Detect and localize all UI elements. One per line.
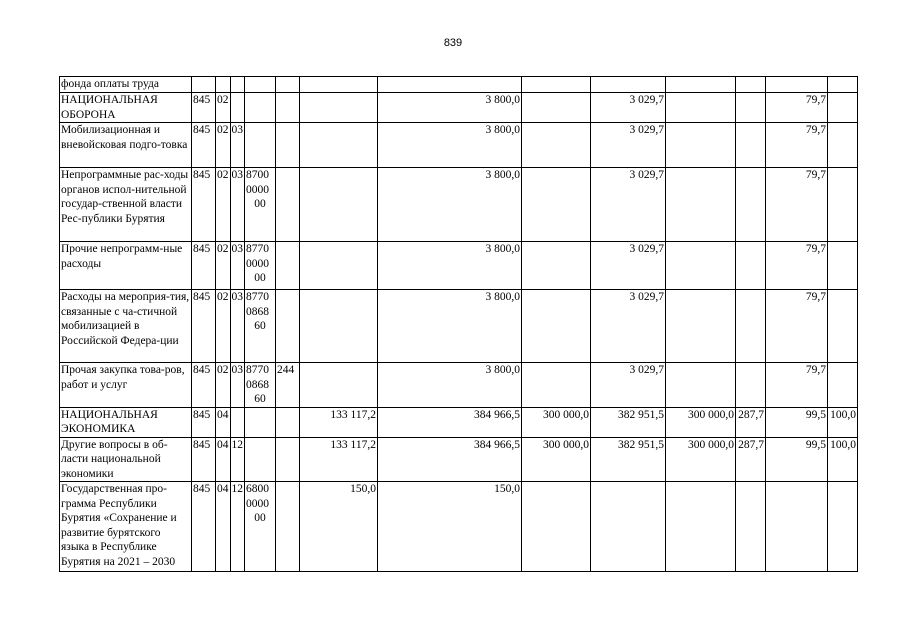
budget-table [59,76,858,572]
ved-code-cell: 845 [192,93,216,123]
value-cell: 300 000,0 [522,437,591,482]
value-cell: 382 951,5 [591,407,666,437]
target-article-part: 8770 [246,364,269,376]
value-cell: 3 800,0 [378,168,522,242]
target-article-cell [245,77,276,93]
value-cell [591,482,666,572]
target-article-part: 00 [254,512,266,524]
value-cell: 3 800,0 [378,93,522,123]
row-name-cell: НАЦИОНАЛЬНАЯ ЭКОНОМИКА [60,407,192,437]
value-cell: 133 117,2 [300,437,378,482]
subsection-code-cell: 12 [230,437,245,482]
ved-code-cell: 845 [192,482,216,572]
percent-cell: 79,7 [766,93,828,123]
subsection-code-cell [230,93,245,123]
expense-type-cell [276,290,300,363]
value-cell [736,482,766,572]
value-cell [378,77,522,93]
percent-cell: 79,7 [766,290,828,363]
percent-cell [766,77,828,93]
table-row [60,242,858,290]
value-cell: 384 966,5 [378,437,522,482]
target-article-part: 0868 [246,378,269,391]
percent-cell [828,290,858,363]
value-cell [522,242,591,290]
value-cell: 300 000,0 [522,407,591,437]
target-article-cell [245,93,276,123]
expense-type-cell [276,407,300,437]
target-article-part: 8700 [246,169,269,181]
subsection-code-cell [230,77,245,93]
target-article-cell [245,123,276,168]
value-cell [736,242,766,290]
row-name-cell: Государственная про-грамма Республики Бурятия «Сохранение и развитие бурятского языка в Республике Бурятия на 2021 – 2030 [60,482,192,572]
table-row [60,407,858,437]
target-article-part: 0000 [246,183,269,196]
value-cell [300,123,378,168]
value-cell [522,168,591,242]
value-cell [736,363,766,408]
expense-type-cell [276,77,300,93]
percent-cell [828,123,858,168]
target-article-cell [245,407,276,437]
value-cell: 3 029,7 [591,242,666,290]
percent-cell: 99,5 [766,437,828,482]
value-cell: 150,0 [300,482,378,572]
ved-code-cell: 845 [192,290,216,363]
ved-code-cell: 845 [192,168,216,242]
table-row [60,363,858,408]
page-number: 839 [443,37,463,49]
percent-cell: 100,0 [828,437,858,482]
value-cell: 3 029,7 [591,168,666,242]
section-code-cell: 02 [216,242,231,290]
value-cell [300,77,378,93]
value-cell: 300 000,0 [666,407,736,437]
ved-code-cell [192,77,216,93]
value-cell: 3 029,7 [591,363,666,408]
subsection-code-cell: 12 [230,482,245,572]
target-article-cell [245,290,276,363]
value-cell [300,242,378,290]
section-code-cell: 04 [216,482,231,572]
value-cell [736,168,766,242]
section-code-cell: 02 [216,290,231,363]
value-cell: 382 951,5 [591,437,666,482]
expense-type-cell: 244 [276,363,300,408]
expense-type-cell [276,437,300,482]
percent-cell: 100,0 [828,407,858,437]
value-cell: 3 029,7 [591,93,666,123]
value-cell: 3 800,0 [378,242,522,290]
percent-cell: 79,7 [766,242,828,290]
value-cell: 3 800,0 [378,290,522,363]
value-cell: 150,0 [378,482,522,572]
subsection-code-cell: 03 [230,363,245,408]
section-code-cell: 04 [216,407,231,437]
subsection-code-cell: 03 [230,168,245,242]
target-article-cell [245,168,276,242]
value-cell [522,93,591,123]
target-article-part: 60 [254,320,266,332]
value-cell: 133 117,2 [300,407,378,437]
value-cell [666,242,736,290]
table-row [60,123,858,168]
row-name-cell: НАЦИОНАЛЬНАЯ ОБОРОНА [60,93,192,123]
value-cell [666,363,736,408]
row-name-cell: Мобилизационная и вневойсковая подго-товка [60,123,192,168]
value-cell [300,168,378,242]
target-article-cell [245,482,276,572]
percent-cell [766,482,828,572]
value-cell [666,168,736,242]
percent-cell [828,242,858,290]
value-cell: 3 029,7 [591,290,666,363]
percent-cell: 79,7 [766,168,828,242]
target-article-part: 6800 [246,483,269,495]
target-article-part: 8770 [246,243,269,255]
target-article-cell [245,437,276,482]
value-cell [736,290,766,363]
section-code-cell: 02 [216,168,231,242]
row-name-cell: Другие вопросы в об-ласти национальной экономики [60,437,192,482]
section-code-cell: 02 [216,93,231,123]
value-cell [666,123,736,168]
subsection-code-cell: 03 [230,123,245,168]
percent-cell [828,482,858,572]
expense-type-cell [276,123,300,168]
target-article-part: 60 [254,393,266,405]
percent-cell: 99,5 [766,407,828,437]
percent-cell [828,168,858,242]
subsection-code-cell: 03 [230,242,245,290]
value-cell [666,93,736,123]
table-row [60,482,858,572]
value-cell [300,290,378,363]
value-cell [300,363,378,408]
target-article-part: 0868 [246,305,269,318]
table-row [60,77,858,93]
row-name-cell: Расходы на мероприя-тия, связанные с ча-стичной мобилизацией в Российской Федера-ции [60,290,192,363]
target-article-part: 0000 [246,497,269,510]
target-article-part: 0000 [246,257,269,270]
target-article-part: 00 [254,198,266,210]
value-cell: 287,7 [736,407,766,437]
value-cell: 384 966,5 [378,407,522,437]
table-row [60,437,858,482]
value-cell [666,290,736,363]
ved-code-cell: 845 [192,437,216,482]
value-cell: 300 000,0 [666,437,736,482]
section-code-cell: 02 [216,123,231,168]
expense-type-cell [276,482,300,572]
percent-cell: 79,7 [766,363,828,408]
value-cell: 3 800,0 [378,123,522,168]
value-cell [522,363,591,408]
value-cell [591,77,666,93]
subsection-code-cell [230,407,245,437]
table-row [60,290,858,363]
value-cell [736,123,766,168]
subsection-code-cell: 03 [230,290,245,363]
section-code-cell [216,77,231,93]
target-article-part: 8770 [246,291,269,303]
percent-cell [828,93,858,123]
value-cell [736,93,766,123]
value-cell [522,123,591,168]
row-name-cell: Прочие непрограмм-ные расходы [60,242,192,290]
value-cell: 287,7 [736,437,766,482]
expense-type-cell [276,168,300,242]
value-cell [666,482,736,572]
value-cell [666,77,736,93]
target-article-cell [245,363,276,408]
section-code-cell: 04 [216,437,231,482]
percent-cell [828,363,858,408]
table-row [60,93,858,123]
table-row [60,168,858,242]
row-name-cell: Непрограммные рас-ходы органов испол-нительной государ-ственной власти Рес-публики Бурятия [60,168,192,242]
section-code-cell: 02 [216,363,231,408]
ved-code-cell: 845 [192,407,216,437]
ved-code-cell: 845 [192,123,216,168]
ved-code-cell: 845 [192,363,216,408]
target-article-part: 00 [254,272,266,284]
value-cell [522,482,591,572]
expense-type-cell [276,93,300,123]
ved-code-cell: 845 [192,242,216,290]
value-cell [522,290,591,363]
target-article-cell [245,242,276,290]
value-cell [522,77,591,93]
percent-cell: 79,7 [766,123,828,168]
percent-cell [828,77,858,93]
value-cell: 3 800,0 [378,363,522,408]
value-cell [736,77,766,93]
value-cell [300,93,378,123]
value-cell: 3 029,7 [591,123,666,168]
row-name-cell: фонда оплаты труда [60,77,192,93]
expense-type-cell [276,242,300,290]
row-name-cell: Прочая закупка това-ров, работ и услуг [60,363,192,408]
